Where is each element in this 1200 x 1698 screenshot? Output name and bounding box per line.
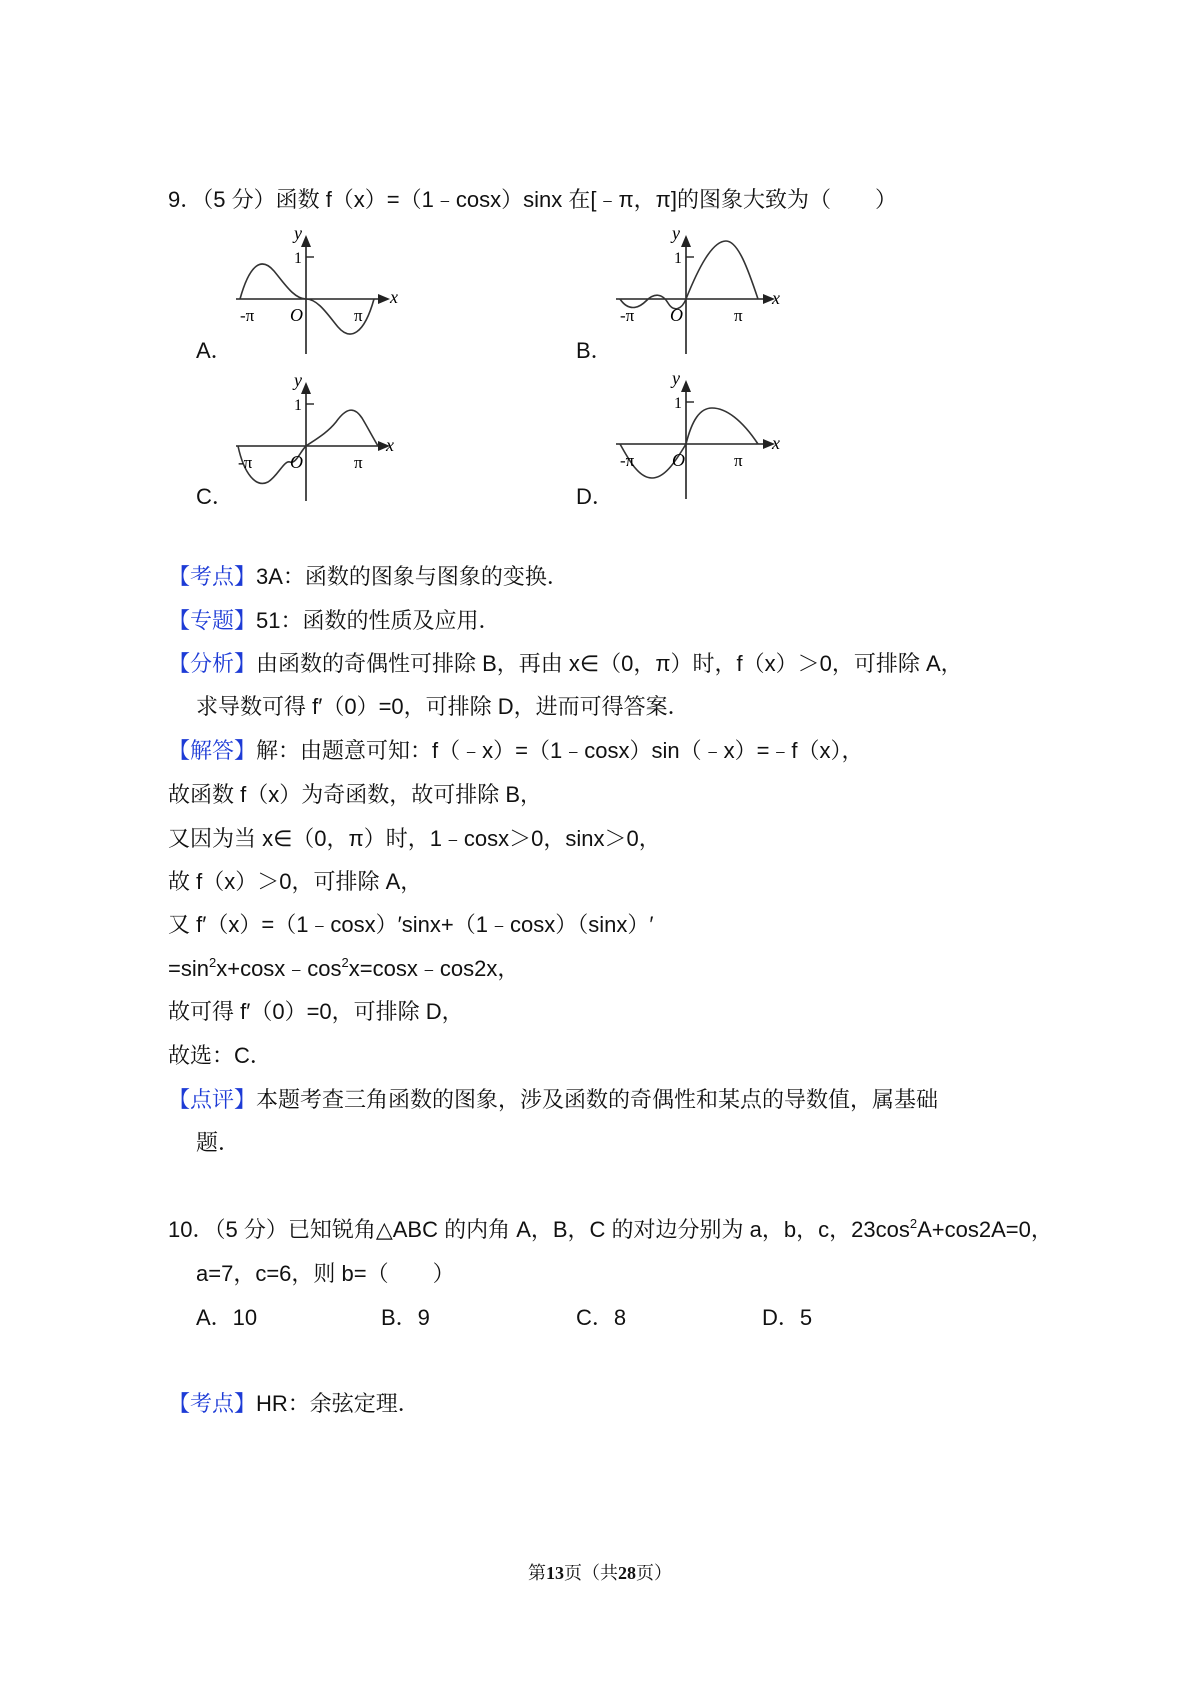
graph-a-negpi-label: -π <box>240 306 255 325</box>
footer-pre: 第 <box>528 1563 546 1583</box>
graph-b-y-label: y <box>672 223 680 243</box>
option-d-label: D． <box>576 484 614 509</box>
footer-mid: 页（共 <box>564 1563 618 1583</box>
graph-c-y-label: y <box>294 370 302 390</box>
graph-c-origin-label: O <box>290 452 303 472</box>
graph-a-origin-label: O <box>290 305 303 325</box>
q10-stem-2: a=7，c=6，则 b=（ ） <box>196 1261 455 1286</box>
line5-sup-1: 2 <box>208 955 217 970</box>
line5-part-b: x+cosx﹣cos <box>216 956 342 981</box>
q10-kaodian-line <box>168 1389 420 1419</box>
fenxi-text-1: 由函数的奇偶性可排除 B，再由 x∈（0，π）时，f（x）＞0，可排除 A， <box>256 651 963 676</box>
fenxi-line <box>168 649 963 679</box>
graph-b-one-label: 1 <box>674 250 682 267</box>
footer-total-pages: 28 <box>618 1563 636 1583</box>
graph-b-pi-label: π <box>734 306 743 325</box>
line5-part-a: =sin <box>168 956 209 981</box>
zhuanti-text: 51：函数的性质及应用． <box>256 608 501 633</box>
graph-d-x-label: x <box>772 433 780 453</box>
graph-c-negpi-label: -π <box>238 453 253 472</box>
graph-c-pi-label: π <box>354 453 363 472</box>
q10-stem-1a: 10．（5 分）已知锐角△ABC 的内角 A，B，C 的对边分别为 a，b，c，23cos <box>168 1217 910 1242</box>
solution-line-6: 故可得 f′（0）=0，可排除 D， <box>168 999 464 1024</box>
footer-page-number: 13 <box>546 1563 564 1583</box>
graph-a-x-label: x <box>390 287 398 307</box>
fenxi-tag: 【分析】 <box>168 651 257 676</box>
graph-d-pi-label: π <box>734 451 743 470</box>
dianping-line <box>168 1085 938 1115</box>
solution-line-1: 故函数 f（x）为奇函数，故可排除 B， <box>168 782 543 807</box>
solution-line-5 <box>168 954 519 984</box>
graph-d <box>612 368 787 503</box>
graph-b-negpi-label: -π <box>620 306 635 325</box>
line5-part-c: x=cosx﹣cos2x， <box>348 956 520 981</box>
graph-d-y-label: y <box>672 368 680 388</box>
graph-a-one-label: 1 <box>294 250 302 267</box>
footer-post: 页） <box>636 1563 672 1583</box>
q10-kaodian-text: HR：余弦定理． <box>256 1391 420 1416</box>
dianping-text-1: 本题考查三角函数的图象，涉及函数的奇偶性和某点的导数值，属基础 <box>256 1087 939 1112</box>
graph-a-pi-label: π <box>354 306 363 325</box>
option-a-label: A． <box>196 338 233 363</box>
solution-line-2: 又因为当 x∈（0，π）时，1﹣cosx＞0，sinx＞0， <box>168 826 661 851</box>
kaodian-line <box>168 562 569 592</box>
solution-line-7: 故选：C． <box>168 1043 272 1068</box>
q10-choice-c: C．8 <box>576 1305 627 1330</box>
q9-stem: 9．（5 分）函数 f（x）=（1﹣cosx）sinx 在[﹣π，π]的图象大致为（ ） <box>168 187 897 212</box>
line5-sup-2: 2 <box>341 955 349 970</box>
graph-a-y-label: y <box>294 223 302 243</box>
graph-b-origin-label: O <box>670 305 683 325</box>
graph-c-x-label: x <box>386 435 394 455</box>
option-c-label: C． <box>196 484 234 509</box>
zhuanti-tag: 【专题】 <box>168 608 257 633</box>
graph-d-negpi-label: -π <box>620 451 635 470</box>
graph-a <box>232 223 402 358</box>
q10-choice-d: D．5 <box>762 1305 813 1330</box>
page-footer <box>0 1559 1200 1585</box>
kaodian-text: 3A：函数的图象与图象的变换． <box>256 564 569 589</box>
graph-b <box>612 223 787 358</box>
graph-b-x-label: x <box>772 288 780 308</box>
q10-stem-1b: A+cos2A=0， <box>917 1217 1053 1242</box>
q10-kaodian-tag: 【考点】 <box>168 1391 257 1416</box>
q10-choice-b: B．9 <box>381 1305 430 1330</box>
dianping-text-2: 题． <box>196 1130 241 1155</box>
zhuanti-line <box>168 606 501 636</box>
option-b-label: B． <box>576 338 613 363</box>
graph-c <box>232 370 402 505</box>
graph-c-one-label: 1 <box>294 397 302 414</box>
jieda-tag: 【解答】 <box>168 738 257 763</box>
fenxi-text-2: 求导数可得 f′（0）=0，可排除 D，进而可得答案． <box>196 694 690 719</box>
solution-line-3: 故 f（x）＞0，可排除 A， <box>168 869 423 894</box>
jieda-text: 解：由题意可知：f（﹣x）=（1﹣cosx）sin（﹣x）=﹣f（x）， <box>256 738 864 763</box>
solution-line-4: 又 f′（x）=（1﹣cosx）′sinx+（1﹣cosx）（sinx）′ <box>168 912 654 937</box>
q10-choice-a: A．10 <box>196 1305 258 1330</box>
dianping-tag: 【点评】 <box>168 1087 257 1112</box>
graph-d-origin-label: O <box>672 450 685 470</box>
q10-stem-1 <box>168 1215 1053 1245</box>
graph-d-one-label: 1 <box>674 395 682 412</box>
jieda-line <box>168 736 864 766</box>
kaodian-tag: 【考点】 <box>168 564 257 589</box>
q10-stem-sup: 2 <box>909 1216 918 1231</box>
